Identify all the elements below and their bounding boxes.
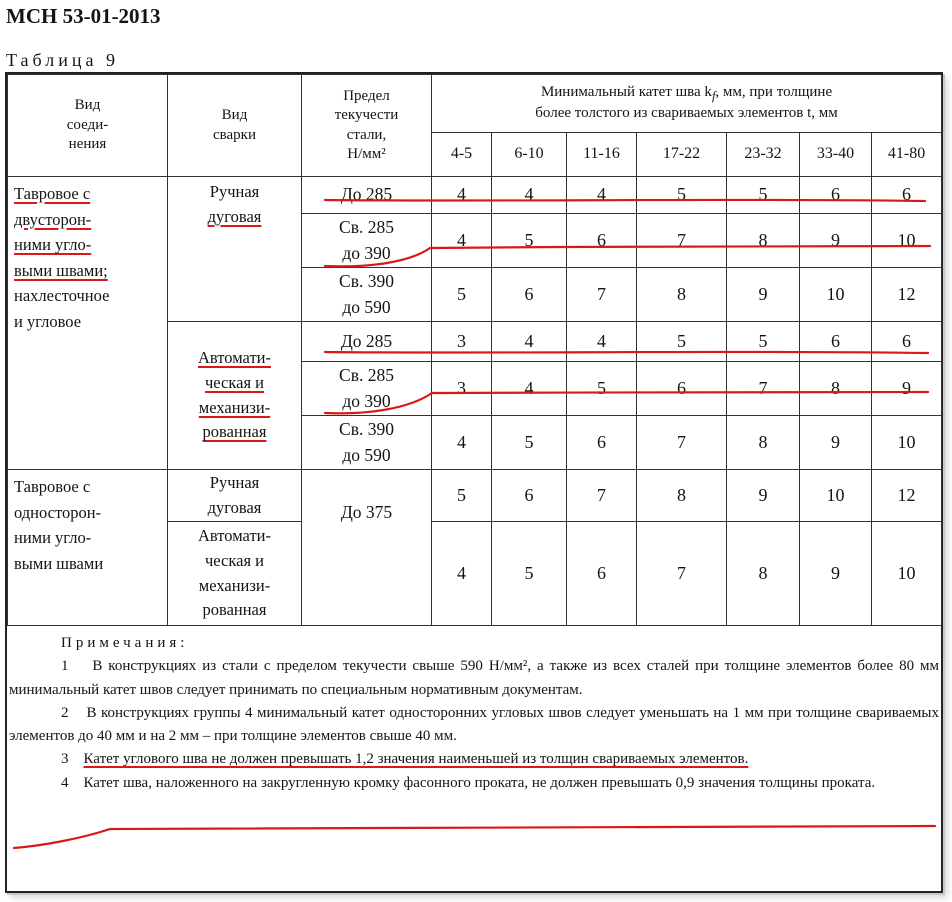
- thickness-range-header: 41-80: [872, 133, 942, 177]
- yield-cell: До 285: [302, 322, 432, 362]
- note-item: 1 В конструкциях из стали с пределом текучести свыше 590 Н/мм², а также из всех сталей при толщине элементов более 80 мм минимальный катет швов следует принимать по специальным нормативным документам.: [9, 658, 940, 698]
- header-welding-type: Вид сварки: [168, 75, 302, 177]
- value-cell: 4: [432, 522, 492, 626]
- table-row: [8, 177, 942, 214]
- value-cell: 4: [432, 214, 492, 268]
- yield-cell: Св. 390 до 590: [302, 268, 432, 322]
- value-cell: 7: [727, 362, 800, 416]
- value-cell: 9: [800, 522, 872, 626]
- value-cell: 8: [727, 214, 800, 268]
- value-cell: 12: [872, 268, 942, 322]
- value-cell: 7: [637, 214, 727, 268]
- value-cell: 5: [727, 322, 800, 362]
- welding-type-cell: Ручная дуговая: [168, 470, 302, 522]
- value-cell: 6: [800, 177, 872, 214]
- value-cell: 7: [567, 268, 637, 322]
- header-yield-strength: Предел текучести стали, Н/мм²: [302, 75, 432, 177]
- header-min-leg: Минимальный катет шва $k_f$, мм, при толщине более толстого из свариваемых элементов t, мм: [432, 75, 942, 133]
- note-item: 3 Катет углового шва не должен превышать 1,2 значения наименьшей из толщин свариваемых элементов.: [61, 751, 749, 768]
- value-cell: 7: [637, 416, 727, 470]
- thickness-range-header: 4-5: [432, 133, 492, 177]
- value-cell: 6: [492, 470, 567, 522]
- yield-cell: Св. 285 до 390: [302, 214, 432, 268]
- yield-cell: До 375: [302, 470, 432, 626]
- value-cell: 6: [567, 522, 637, 626]
- value-cell: 9: [727, 268, 800, 322]
- value-cell: 8: [637, 268, 727, 322]
- value-cell: 5: [432, 470, 492, 522]
- value-cell: 5: [727, 177, 800, 214]
- value-cell: 10: [800, 470, 872, 522]
- value-cell: 5: [492, 214, 567, 268]
- value-cell: 6: [637, 362, 727, 416]
- value-cell: 8: [727, 522, 800, 626]
- value-cell: 12: [872, 470, 942, 522]
- notes-heading: Примечания:: [61, 635, 189, 651]
- value-cell: 9: [800, 214, 872, 268]
- value-cell: 4: [567, 177, 637, 214]
- thickness-range-header: 33-40: [800, 133, 872, 177]
- value-cell: 10: [872, 522, 942, 626]
- note-item: 4 Катет шва, наложенного на закругленную кромку фасонного проката, не должен превышать 0,9 значения толщины проката.: [61, 774, 876, 791]
- thickness-range-header: 11-16: [567, 133, 637, 177]
- value-cell: 6: [800, 322, 872, 362]
- value-cell: 4: [432, 416, 492, 470]
- value-cell: 6: [567, 214, 637, 268]
- value-cell: 10: [872, 416, 942, 470]
- table-caption: Таблица 9: [6, 50, 119, 70]
- yield-cell: До 285: [302, 177, 432, 214]
- value-cell: 5: [492, 416, 567, 470]
- document-code: МСН 53-01-2013: [6, 4, 161, 28]
- value-cell: 8: [800, 362, 872, 416]
- value-cell: 5: [492, 522, 567, 626]
- notes-section: [9, 632, 939, 795]
- thickness-range-header: 23-32: [727, 133, 800, 177]
- value-cell: 3: [432, 362, 492, 416]
- connection-type-cell: Тавровое с односторон- ними угло- выми швами: [8, 470, 168, 626]
- value-cell: 9: [727, 470, 800, 522]
- value-cell: 5: [637, 322, 727, 362]
- thickness-range-header: 6-10: [492, 133, 567, 177]
- value-cell: 5: [637, 177, 727, 214]
- value-cell: 4: [492, 322, 567, 362]
- welding-type-cell: Ручная дуговая: [168, 177, 302, 322]
- connection-type-cell: Тавровое с двусторон- ними угло- выми швами; нахлесточное и угловое: [8, 177, 168, 470]
- value-cell: 5: [567, 362, 637, 416]
- value-cell: 7: [637, 522, 727, 626]
- value-cell: 6: [872, 177, 942, 214]
- welding-type-cell: Автомати- ческая и механизи- рованная: [168, 322, 302, 470]
- value-cell: 6: [567, 416, 637, 470]
- value-cell: 4: [432, 177, 492, 214]
- value-cell: 4: [492, 177, 567, 214]
- yield-cell: Св. 285 до 390: [302, 362, 432, 416]
- value-cell: 8: [727, 416, 800, 470]
- welding-type-cell: Автомати- ческая и механизи- рованная: [168, 522, 302, 626]
- value-cell: 9: [872, 362, 942, 416]
- value-cell: 6: [492, 268, 567, 322]
- value-cell: 9: [800, 416, 872, 470]
- table-row: [8, 470, 942, 522]
- value-cell: 3: [432, 322, 492, 362]
- value-cell: 4: [567, 322, 637, 362]
- yield-cell: Св. 390 до 590: [302, 416, 432, 470]
- header-connection-type: Вид соеди- нения: [8, 75, 168, 177]
- value-cell: 8: [637, 470, 727, 522]
- thickness-range-header: 17-22: [637, 133, 727, 177]
- value-cell: 5: [432, 268, 492, 322]
- value-cell: 4: [492, 362, 567, 416]
- value-cell: 10: [800, 268, 872, 322]
- note-item: 2 В конструкциях группы 4 минимальный катет односторонних угловых швов следует уменьшать на 1 мм при толщине свариваемых элементов до 40 мм и на 2 мм – при толщине элементов свыше 40 мм.: [9, 704, 939, 745]
- value-cell: 7: [567, 470, 637, 522]
- value-cell: 10: [872, 214, 942, 268]
- value-cell: 6: [872, 322, 942, 362]
- weld-leg-table: [7, 74, 942, 626]
